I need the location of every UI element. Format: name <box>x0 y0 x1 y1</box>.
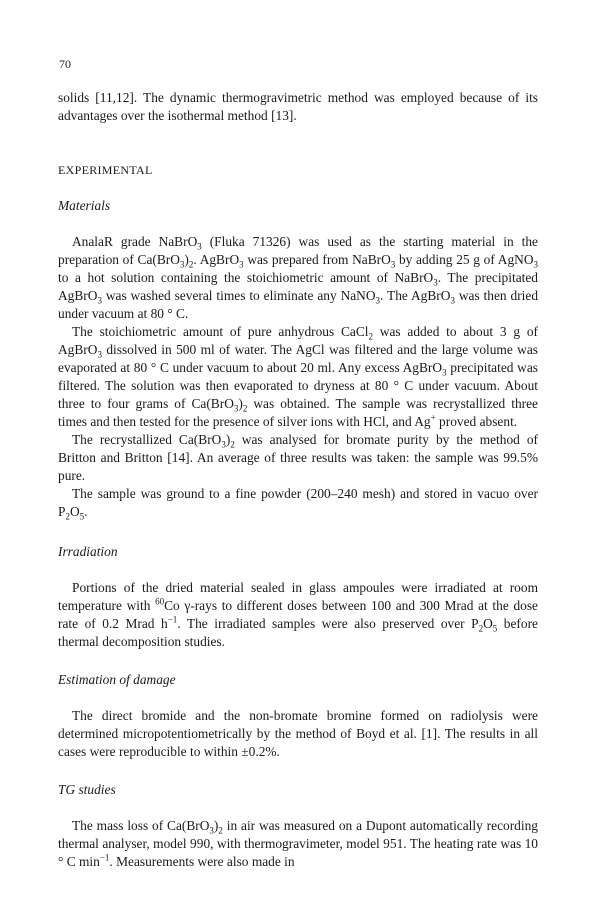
materials-paragraph-2: The stoichiometric amount of pure anhydrous CaCl$_2$ was added to about 3 g of AgBrO$_3$ dissolved in 500 ml of water. The AgCl was filtered and the large volume was evaporated at 80 ° C under vacuum to about 20 ml. Any excess AgBrO$_3$ precipitated was filtered. The solution was then evaporated to dryness at 80 ° C under vacuum. About three to four grams of $Ca(BrO_3)_2$ was obtained. The sample was recrystallized three times and then tested for the presence of silver ions with HCl, and Ag+ proved absent. <box>58 324 538 429</box>
subsection-heading-damage: Estimation of damage <box>58 672 176 687</box>
subsection-heading-irradiation: Irradiation <box>58 544 118 559</box>
subsection-heading-materials: Materials <box>58 198 111 213</box>
materials-paragraph-1: AnalaR grade NaBrO$_3$ (Fluka 71326) was used as the starting material in the preparation of $Ca(BrO_3)_2$. AgBrO$_3$ was prepared from NaBrO$_3$ by adding 25 g of AgNO$_3$ to a hot solution containing the stoichiometric amount of NaBrO$_3$. The precipitated AgBrO$_3$ was washed several times to eliminate any NaNO$_3$. The AgBrO$_3$ was then dried under vacuum at 80 ° C. <box>58 234 539 321</box>
subsection-heading-tg: TG studies <box>58 782 116 797</box>
page-number: 70 <box>59 57 71 71</box>
materials-paragraph-3: The recrystallized $Ca(BrO_3)_2$ was analysed for bromate purity by the method of Britton and Britton [14]. An average of three results was taken: the sample was 99.5% pure. <box>58 432 539 483</box>
tg-paragraph: The mass loss of $Ca(BrO_3)_2$ in air was measured on a Dupont automatically recording thermal analyser, model 990, with thermogravimeter, model 951. The heating rate was 10 ° C $\min^{-1}$. Measurements were also made in <box>58 818 538 869</box>
article-body <box>58 89 538 871</box>
intro-paragraph: solids [11,12]. The dynamic thermogravimetric method was employed because of its advantages over the isothermal method [13]. <box>58 90 538 123</box>
section-heading-experimental: EXPERIMENTAL <box>58 163 153 177</box>
damage-paragraph: The direct bromide and the non-bromate bromine formed on radiolysis were determined micropotentiometrically by the method of Boyd et al. [1]. The results in all cases were reproducible to within ±0.2%. <box>58 708 538 759</box>
materials-paragraph-4: The sample was ground to a fine powder (200–240 mesh) and stored in vacuo over $P_2O_5$. <box>58 486 538 522</box>
irradiation-paragraph: Portions of the dried material sealed in glass ampoules were irradiated at room temperature with $^{60}$Co γ-rays to different doses between 100 and 300 Mrad at the dose rate of 0.2 Mrad $h^{-1}$. The irradiated samples were also preserved over $P_2O_5$ before thermal decomposition studies. <box>58 580 538 649</box>
